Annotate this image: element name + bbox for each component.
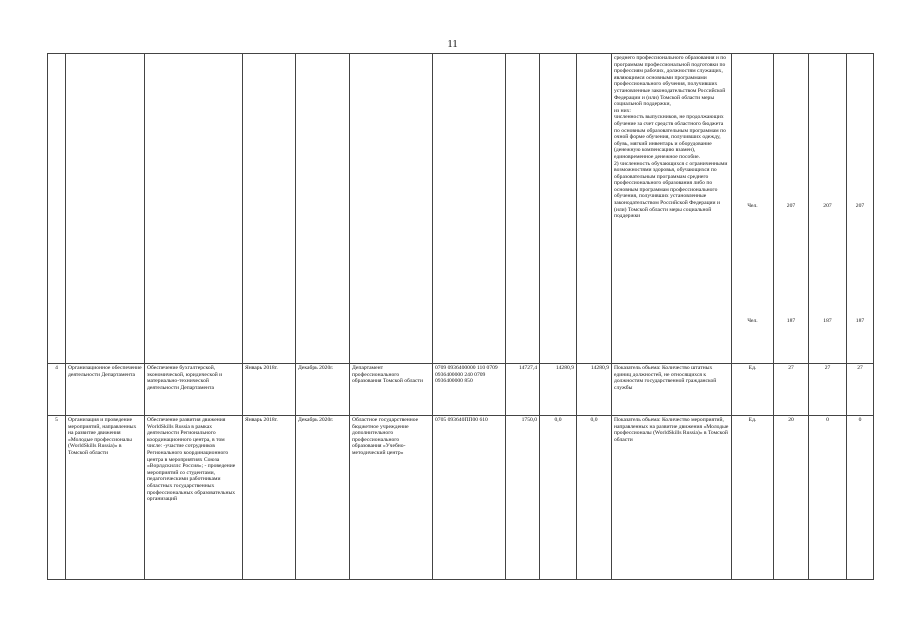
cell-target-2020: 27 [847, 364, 874, 416]
cell-start [243, 54, 296, 364]
cell-end: Декабрь 2020г. [296, 364, 350, 416]
indicator-text: 2) численность обучающихся с ограниченными возможностями здоровья, обучающихся по образовательным программам среднего профессионального образования либо по основным программам профессионального обучения, получивших установленные законодательством Российской Федерации и (или) Томской области меры социальной поддержки [614, 160, 728, 220]
cell-funding-2020: 14280,9 [577, 364, 612, 416]
cell-funding-2019 [540, 54, 577, 364]
cell-indicator [612, 54, 732, 364]
cell-executor: Областное государственное бюджетное учреждение дополнительного профессионального образования «Учебно-методический центр» [350, 416, 433, 580]
cell-target-2019: 0 [809, 416, 847, 580]
cell-unit [732, 54, 774, 364]
cell-funding-2020 [577, 54, 612, 364]
cell-funding-2020: 0,0 [577, 416, 612, 580]
cell-description [145, 54, 243, 364]
cell-start: Январь 2018г. [243, 416, 296, 580]
cell-funding-2018 [506, 54, 540, 364]
target-value: 207 [855, 203, 865, 209]
indicator-text: численность выпускников, не продолжающих обучение за счет средств областного бюджета по основным образовательным программам по очной форме обучения, получивших одежду, обувь, мягкий инвентарь и оборудование (денежную компенсацию взамен), единовременное денежное пособие. [614, 114, 726, 160]
cell-funding-2019: 14280,9 [540, 364, 577, 416]
cell-funding-2019: 0,0 [540, 416, 577, 580]
target-value: 207 [823, 203, 832, 209]
indicator-text: среднего профессионального образования и по программам профессиональной подготовки по профессиям рабочих, должностям служащих, являющимся основными программами профессионального обучения, получивших установленные законодательством Российской Федерации и (или) Томской области меры социальной поддержки, [614, 55, 727, 108]
unit-value: Чел. [747, 203, 758, 209]
cell-end: Декабрь 2020г. [296, 416, 350, 580]
cell-end [296, 54, 350, 364]
cell-target-2020: 0 [847, 416, 874, 580]
cell-indicator: Показатель объема: Количество мероприятий, направленных на развитие движения «Молодые профессионалы (WorldSkills Russia)» в Томской области [612, 416, 732, 580]
cell-event-name: Организационное обеспечение деятельности Департамента [66, 364, 145, 416]
table-row [48, 54, 874, 364]
cell-funding-2018: 14727,4 [506, 364, 540, 416]
cell-target-2018 [774, 54, 809, 364]
unit-value: Чел. [747, 317, 758, 324]
cell-description: Обеспечение развития движения WorldSkills Russia в рамках деятельности Регионального координационного центра, в том числе: -участие сотрудников Регионального координационного центра в мероприятиях Союза «Ворлдскиллс Россия»; - проведение мероприятий со студентами, педагогическими работниками областных государственных профессиональных образовательных организаций [145, 416, 243, 580]
cell-number: 4 [48, 364, 66, 416]
program-table [47, 53, 874, 580]
cell-indicator: Показатель объема: Количество штатных единиц должностей, не относящихся к должностям государственной гражданской службы [612, 364, 732, 416]
cell-funding-2018: 1750,0 [506, 416, 540, 580]
cell-budget-codes [433, 54, 506, 364]
cell-event-name [66, 54, 145, 364]
cell-budget-codes: 0709 0936400000 110 0709 0936400000 240 0709 0936400000 850 [433, 364, 506, 416]
cell-number: 5 [48, 416, 66, 580]
cell-executor: Департамент профессионального образования Томской области [350, 364, 433, 416]
cell-start: Январь 2018г. [243, 364, 296, 416]
target-value: 187 [823, 317, 832, 324]
cell-budget-codes: 0705 093640ПП00 610 [433, 416, 506, 580]
table-row [48, 364, 874, 416]
target-value: 187 [855, 317, 865, 324]
cell-number [48, 54, 66, 364]
page-number: 11 [447, 38, 458, 50]
target-value: 187 [786, 317, 796, 324]
cell-unit: Ед. [732, 364, 774, 416]
cell-target-2018: 20 [774, 416, 809, 580]
cell-target-2019: 27 [809, 364, 847, 416]
indicator-text: из них: [614, 107, 631, 114]
cell-executor [350, 54, 433, 364]
table-row [48, 416, 874, 580]
cell-target-2020 [847, 54, 874, 364]
cell-unit: Ед. [732, 416, 774, 580]
cell-event-name: Организация и проведение мероприятий, направленных на развитие движения «Молодые профессионалы (WorldSkills Russia)» в Томской области [66, 416, 145, 580]
cell-target-2019 [809, 54, 847, 364]
cell-description: Обеспечение бухгалтерской, экономической, юридической и материально-технической деятельности Департамента [145, 364, 243, 416]
target-value: 207 [786, 203, 796, 209]
cell-target-2018: 27 [774, 364, 809, 416]
